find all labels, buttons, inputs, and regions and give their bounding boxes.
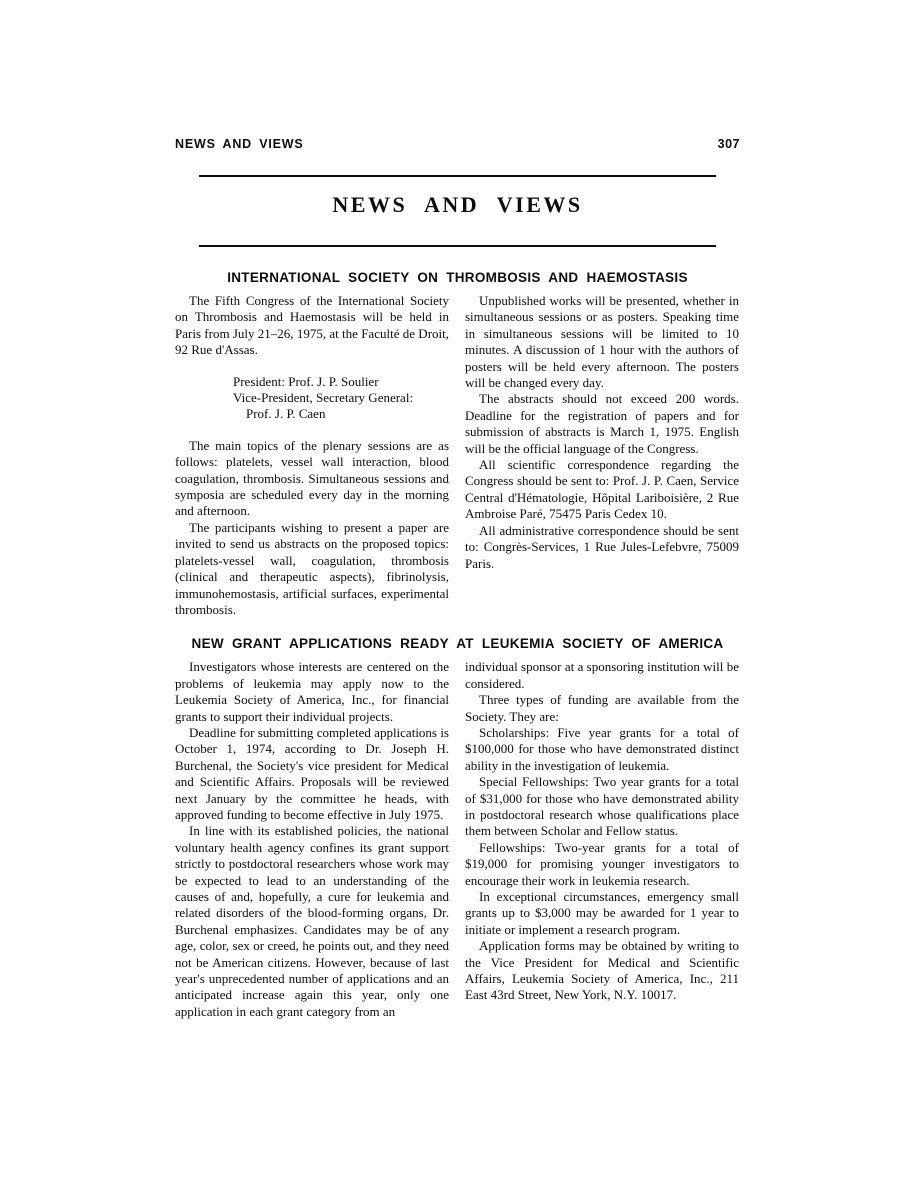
section-heading: INTERNATIONAL SOCIETY ON THROMBOSIS AND HAEMOSTASIS (227, 270, 688, 285)
paragraph: In exceptional circumstances, emergency small grants up to $3,000 may be awarded for 1 year to initiate or implement a research program. (465, 889, 739, 937)
left-column (175, 293, 449, 618)
paragraph: The participants wishing to present a paper are invited to send us abstracts on the proposed topics: platelets-vessel wall, coagulation, thrombosis (clinical and therapeutic aspects), fibrinolysis, immunohemostasis, artificial surfaces, experimental thrombosis. (175, 519, 449, 617)
paragraph: The Fifth Congress of the International Society on Thrombosis and Haemostasis will be held in Paris from July 21–26, 1975, at the Faculté de Droit, 92 Rue d'Assas. (175, 293, 449, 358)
paragraph: Scholarships: Five year grants for a total of $100,000 for those who have demonstrated distinct ability in the investigation of leukemia. (465, 724, 739, 773)
officer-line: Vice-President, Secretary General: (233, 390, 414, 406)
paragraph: All administrative correspondence should be sent to: Congrès-Services, 1 Rue Jules-Lefebvre, 75009 Paris. (465, 522, 739, 571)
paragraph: Special Fellowships: Two year grants for a total of $31,000 for those who have demonstrated ability in postdoctoral research whose qualifications place them between Scholar and Fellow status. (465, 774, 739, 839)
paragraph: The main topics of the plenary sessions are as follows: platelets, vessel wall interaction, blood coagulation, thrombosis. Simultaneous sessions and symposia are scheduled every day in the morning and afternoon. (175, 437, 449, 519)
paragraph: Three types of funding are available from the Society. They are: (465, 692, 739, 724)
page-title: NEWS AND VIEWS (332, 192, 583, 217)
two-column-layout (175, 293, 740, 618)
right-column (465, 659, 739, 1020)
officers-block (233, 374, 449, 423)
running-head: NEWS AND VIEWS (175, 137, 304, 151)
section-heading: NEW GRANT APPLICATIONS READY AT LEUKEMIA SOCIETY OF AMERICA (191, 636, 724, 652)
right-column (465, 293, 739, 618)
top-rule (199, 175, 716, 177)
paragraph: Unpublished works will be presented, whether in simultaneous sessions or as posters. Speaking time in simultaneous sessions will be limited to 10 minutes. A discussion of 1 hour with the authors of posters will be held every afternoon. The posters will be changed every day. (465, 293, 739, 391)
page-number: 307 (717, 137, 740, 151)
section-leukemia-grants (175, 636, 740, 1020)
officer-line: President: Prof. J. P. Soulier (233, 373, 379, 389)
paragraph: Application forms may be obtained by writing to the Vice President for Medical and Scientific Affairs, Leukemia Society of America, Inc., 211 East 43rd Street, New York, N.Y. 10017. (465, 938, 739, 1003)
page-content (175, 137, 740, 1020)
left-column (175, 659, 449, 1020)
paragraph-continuation: individual sponsor at a sponsoring institution will be considered. (465, 659, 739, 691)
running-head-row (175, 137, 740, 151)
two-column-layout (175, 659, 740, 1020)
section-thrombosis-congress (175, 270, 740, 618)
title-rule (199, 245, 716, 247)
paragraph: The abstracts should not exceed 200 words. Deadline for the registration of papers and for submission of abstracts is March 1, 1975. English will be the official language of the Congress. (465, 391, 739, 456)
paragraph: Investigators whose interests are centered on the problems of leukemia may apply now to the Leukemia Society of America, Inc., for financial grants to support their individual projects. (175, 659, 449, 724)
paragraph: In line with its established policies, the national voluntary health agency confines its grant support strictly to postdoctoral researchers whose work may be expected to lead to an understanding of the causes of and, hopefully, a cure for leukemia and related disorders of the blood-forming organs, Dr. Burchenal emphasizes. Candidates may be of any age, color, sex or creed, he points out, and they need not be American citizens. However, because of last year's unprecedented number of applications and an anticipated increase again this year, only one application in each grant category from an (175, 823, 449, 1019)
paragraph: All scientific correspondence regarding the Congress should be sent to: Prof. J. P. Caen, Service Central d'Hématologie, Hôpital Lariboisière, 2 Rue Ambroise Paré, 75475 Paris Cedex 10. (465, 457, 739, 522)
paragraph: Deadline for submitting completed applications is October 1, 1974, according to Dr. Joseph H. Burchenal, the Society's vice president for Medical and Scientific Affairs. Proposals will be reviewed next January by the committee he heads, with approved funding to become effective in July 1975. (175, 724, 449, 822)
officer-line: Prof. J. P. Caen (246, 406, 326, 422)
paragraph: Fellowships: Two-year grants for a total of $19,000 for promising younger investigators to encourage their work in leukemia research. (465, 839, 739, 888)
